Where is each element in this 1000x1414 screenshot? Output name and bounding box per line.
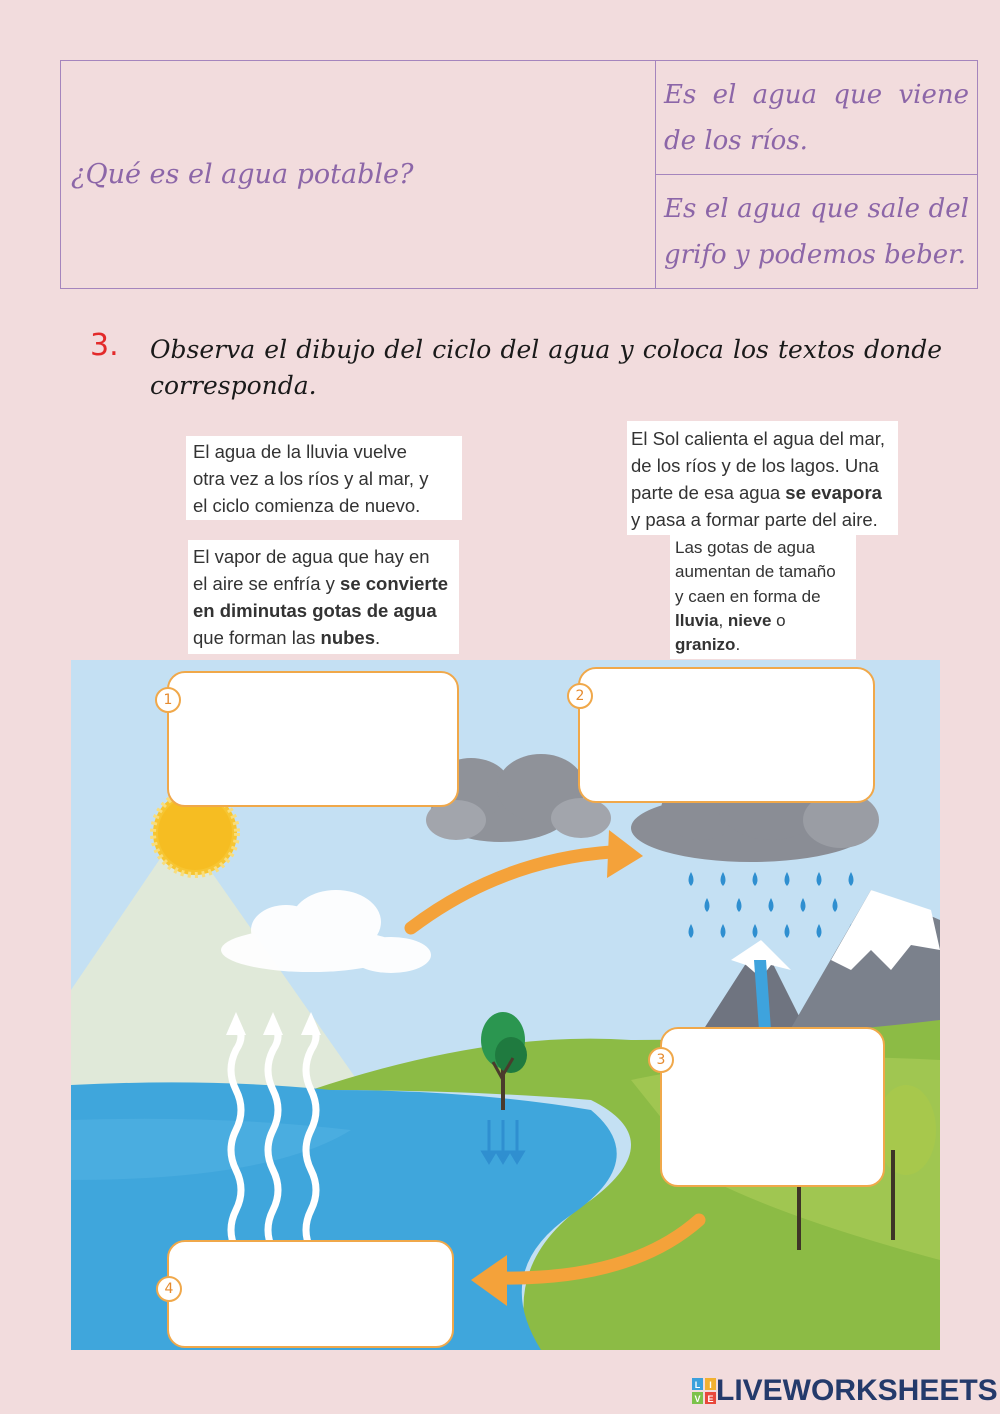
card-precipitation-line-3: y caen en forma de: [675, 586, 821, 606]
card-precipitation-bold-3: granizo: [675, 635, 736, 655]
card-precipitation-bold-2: nieve: [727, 610, 772, 630]
card-condensation[interactable]: [188, 540, 459, 654]
answer-option-2[interactable]: Es el agua que sale del grifo y podemos beber.: [656, 175, 978, 289]
exercise-instruction: Observa el dibujo del ciclo del agua y coloca los textos donde corresponda.: [150, 335, 942, 400]
card-condensation-line-4: [193, 624, 459, 651]
card-condensation-text: el aire se enfría y: [193, 573, 341, 594]
card-precipitation[interactable]: [670, 535, 856, 659]
card-precipitation-text: o: [771, 610, 786, 630]
card-precipitation-bold-1: lluvia: [675, 610, 719, 630]
card-condensation-text-2: que forman las: [193, 627, 321, 648]
drop-zone-1[interactable]: [167, 671, 459, 807]
water-cycle-illustration: [71, 660, 940, 1350]
drop-zone-3-number: 3: [648, 1047, 674, 1073]
card-condensation-line-1: El vapor de agua que hay en: [193, 546, 430, 567]
card-condensation-bold-3: nubes: [320, 627, 375, 648]
card-restart-cycle[interactable]: [186, 436, 462, 520]
card-precipitation-line-2: aumentan de tamaño: [675, 562, 836, 582]
drop-zone-1-number: 1: [155, 687, 181, 713]
card-restart-line-2: otra vez a los ríos y al mar, y: [193, 468, 429, 489]
card-evaporation-line-3: [631, 479, 898, 506]
drop-zone-4[interactable]: [167, 1240, 454, 1348]
card-condensation-period: .: [375, 627, 381, 648]
logo-letter-l: L: [694, 1380, 701, 1390]
card-evaporation[interactable]: [627, 421, 898, 535]
card-precipitation-sep: ,: [718, 610, 728, 630]
drop-zone-4-number: 4: [156, 1276, 182, 1302]
answer-option-1[interactable]: Es el agua que viene de los ríos.: [656, 61, 978, 175]
question-table: [60, 60, 978, 289]
card-evaporation-bold: se evapora: [785, 482, 882, 503]
card-restart-line-1: El agua de la lluvia vuelve: [193, 441, 407, 462]
infiltration-arrows: [483, 1120, 523, 1162]
card-precipitation-period: .: [735, 635, 741, 655]
logo-letter-e: E: [707, 1394, 714, 1404]
drop-zone-2[interactable]: [578, 667, 875, 803]
logo-letter-i: I: [709, 1380, 712, 1390]
drop-zone-2-number: 2: [567, 683, 593, 709]
card-evaporation-line-4: y pasa a formar parte del aire.: [631, 509, 878, 530]
card-condensation-bold-1: se convierte: [340, 573, 449, 594]
card-condensation-bold-2: en diminutas gotas de agua: [193, 600, 437, 621]
card-precipitation-line-5: [675, 633, 856, 657]
card-evaporation-line-1: El Sol calienta el agua del mar,: [631, 428, 886, 449]
liveworksheets-logo: [692, 1374, 998, 1408]
exercise-number: 3.: [90, 328, 119, 363]
card-precipitation-line-1: Las gotas de agua: [675, 538, 815, 557]
card-condensation-line-3: [193, 597, 459, 624]
card-condensation-line-2: [193, 570, 459, 597]
question-text: ¿Qué es el agua potable?: [61, 61, 656, 289]
liveworksheets-brand-text: LIVEWORKSHEETS: [716, 1374, 998, 1407]
card-evaporation-line-2: de los ríos y de los lagos. Una: [631, 455, 879, 476]
card-evaporation-text: parte de esa agua: [631, 482, 786, 503]
liveworksheets-logo-icon: [692, 1378, 716, 1404]
drop-zone-3[interactable]: [660, 1027, 885, 1187]
logo-letter-v: V: [694, 1394, 701, 1404]
card-precipitation-line-4: [675, 609, 856, 633]
card-restart-line-3: el ciclo comienza de nuevo.: [193, 495, 421, 516]
